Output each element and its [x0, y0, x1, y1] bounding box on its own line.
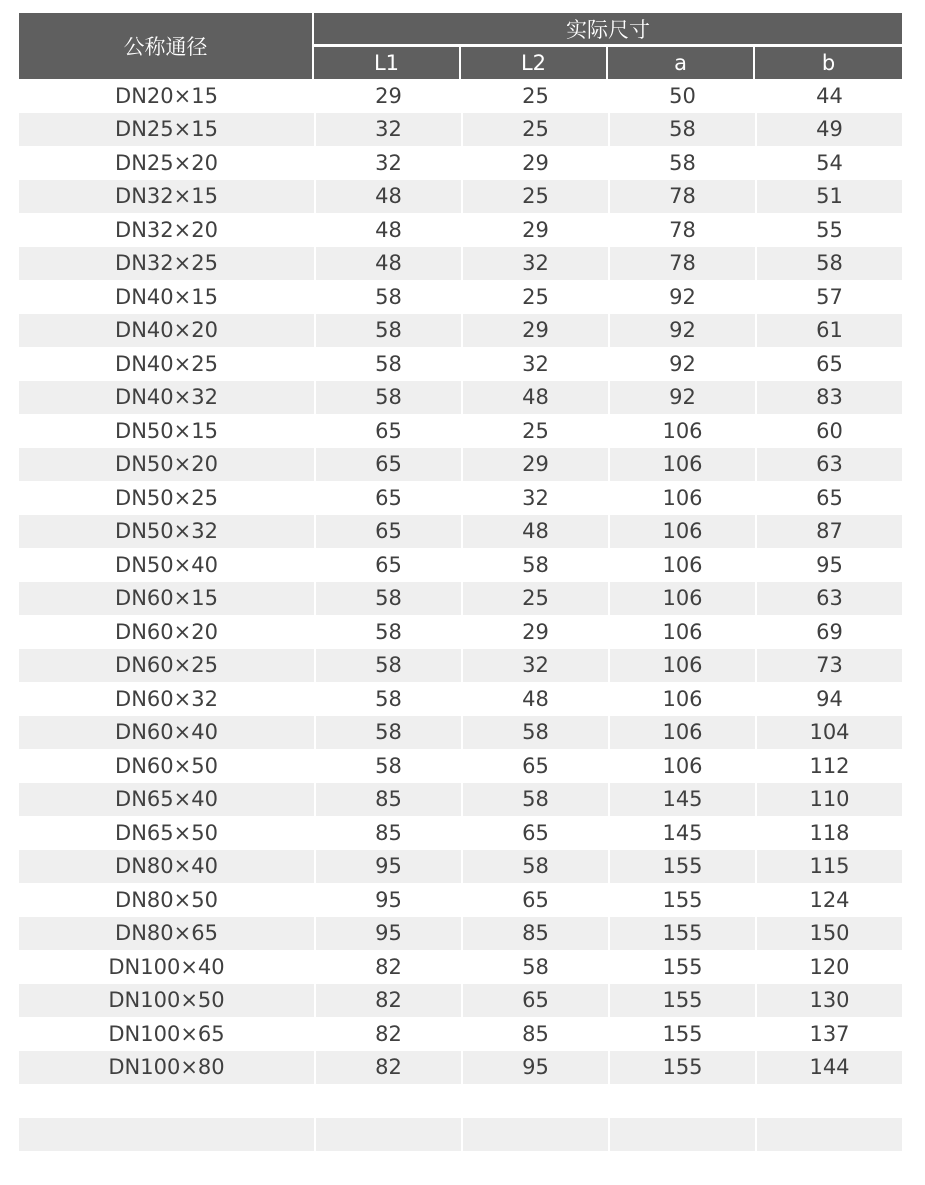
table-row [19, 247, 902, 281]
cell-l1: 58 [314, 749, 461, 783]
cell-l2: 25 [461, 79, 608, 113]
cell-b: 94 [755, 682, 902, 716]
header-actual-size: 实际尺寸 [314, 13, 902, 44]
cell-l2: 29 [461, 213, 608, 247]
cell-l2: 65 [461, 749, 608, 783]
cell-nominal-size: DN50×15 [115, 418, 218, 443]
table-row [19, 682, 902, 716]
cell-l2: 29 [461, 448, 608, 482]
cell-l1: 95 [314, 883, 461, 917]
cell-b: 83 [755, 381, 902, 415]
header-col-l2: L2 [461, 47, 606, 79]
cell-l2: 29 [461, 146, 608, 180]
cell-a: 155 [608, 850, 755, 884]
cell-b: 55 [755, 213, 902, 247]
cell-nominal-size: DN100×65 [108, 1021, 225, 1046]
cell-a: 106 [608, 448, 755, 482]
cell-l2: 85 [461, 1017, 608, 1051]
cell-b [755, 1151, 902, 1185]
cell-nominal-size: DN65×40 [115, 787, 218, 812]
cell-l1: 65 [314, 448, 461, 482]
cell-l2: 58 [461, 548, 608, 582]
cell-a: 155 [608, 984, 755, 1018]
cell-b: 57 [755, 280, 902, 314]
cell-l2: 65 [461, 984, 608, 1018]
cell-l1: 48 [314, 213, 461, 247]
cell-l1: 82 [314, 950, 461, 984]
cell-l2: 58 [461, 950, 608, 984]
table-row [19, 917, 902, 951]
cell-b: 130 [755, 984, 902, 1018]
table-row [19, 984, 902, 1018]
cell-l1: 58 [314, 615, 461, 649]
cell-nominal-size: DN25×20 [115, 150, 218, 175]
table-row [19, 716, 902, 750]
cell-l1 [314, 1151, 461, 1185]
cell-b: 63 [755, 582, 902, 616]
table-row [19, 816, 902, 850]
cell-nominal-size: DN40×32 [115, 385, 218, 410]
cell-l1: 85 [314, 783, 461, 817]
cell-a: 78 [608, 213, 755, 247]
cell-a: 155 [608, 1017, 755, 1051]
cell-l2: 48 [461, 682, 608, 716]
cell-a: 78 [608, 247, 755, 281]
header-col-b: b [755, 47, 902, 79]
cell-b: 115 [755, 850, 902, 884]
table-row [19, 213, 902, 247]
cell-b: 69 [755, 615, 902, 649]
table-row [19, 883, 902, 917]
cell-b: 73 [755, 649, 902, 683]
table-row [19, 146, 902, 180]
table-row [19, 414, 902, 448]
table-row [19, 749, 902, 783]
cell-a: 106 [608, 481, 755, 515]
cell-nominal-size: DN60×40 [115, 720, 218, 745]
cell-l2: 85 [461, 917, 608, 951]
cell-l2: 65 [461, 816, 608, 850]
cell-b: 49 [755, 113, 902, 147]
table-row [19, 347, 902, 381]
cell-a: 155 [608, 950, 755, 984]
cell-l1: 95 [314, 917, 461, 951]
table-row [19, 280, 902, 314]
cell-l1: 82 [314, 1017, 461, 1051]
cell-nominal-size: DN80×65 [115, 921, 218, 946]
cell-nominal-size: DN25×15 [115, 117, 218, 142]
table-row [19, 582, 902, 616]
cell-a: 58 [608, 146, 755, 180]
table-row [19, 1017, 902, 1051]
cell-nominal-size: DN50×20 [115, 452, 218, 477]
cell-b: 51 [755, 180, 902, 214]
table-row [19, 448, 902, 482]
cell-l1: 95 [314, 850, 461, 884]
cell-a [608, 1151, 755, 1185]
dimension-table [19, 13, 902, 1185]
cell-b: 95 [755, 548, 902, 582]
cell-b [755, 1084, 902, 1118]
cell-a: 106 [608, 716, 755, 750]
cell-b: 120 [755, 950, 902, 984]
cell-nominal-size: DN60×20 [115, 619, 218, 644]
cell-b: 54 [755, 146, 902, 180]
table-row [19, 515, 902, 549]
empty-row [19, 1118, 902, 1152]
cell-nominal-size: DN20×15 [115, 83, 218, 108]
table-row [19, 950, 902, 984]
cell-a: 106 [608, 582, 755, 616]
table-row [19, 1051, 902, 1085]
cell-l1: 29 [314, 79, 461, 113]
cell-l2: 58 [461, 850, 608, 884]
cell-l1 [314, 1118, 461, 1152]
cell-nominal-size: DN100×50 [108, 988, 225, 1013]
cell-nominal-size: DN60×25 [115, 653, 218, 678]
cell-l1: 48 [314, 180, 461, 214]
cell-nominal-size: DN100×80 [108, 1055, 225, 1080]
cell-a: 78 [608, 180, 755, 214]
cell-nominal-size: DN60×50 [115, 753, 218, 778]
cell-l2 [461, 1151, 608, 1185]
cell-l2: 48 [461, 381, 608, 415]
table-row [19, 314, 902, 348]
cell-l2: 95 [461, 1051, 608, 1085]
cell-nominal-size: DN60×15 [115, 586, 218, 611]
table-row [19, 649, 902, 683]
cell-b: 118 [755, 816, 902, 850]
cell-l2 [461, 1084, 608, 1118]
cell-l2: 29 [461, 314, 608, 348]
cell-b: 65 [755, 481, 902, 515]
empty-row [19, 1151, 902, 1185]
cell-l1: 58 [314, 280, 461, 314]
cell-l1: 85 [314, 816, 461, 850]
cell-l2: 65 [461, 883, 608, 917]
table-row [19, 381, 902, 415]
cell-a: 92 [608, 280, 755, 314]
cell-a: 50 [608, 79, 755, 113]
table-row [19, 615, 902, 649]
table-header [19, 13, 902, 79]
cell-nominal-size: DN40×15 [115, 284, 218, 309]
cell-l2: 58 [461, 783, 608, 817]
cell-a: 92 [608, 347, 755, 381]
cell-l2 [461, 1118, 608, 1152]
cell-l1: 58 [314, 716, 461, 750]
cell-l2: 29 [461, 615, 608, 649]
cell-nominal-size: DN32×15 [115, 184, 218, 209]
cell-nominal-size: DN32×25 [115, 251, 218, 276]
table-row [19, 481, 902, 515]
cell-l2: 32 [461, 481, 608, 515]
cell-l1: 65 [314, 548, 461, 582]
table-row [19, 180, 902, 214]
cell-a [608, 1084, 755, 1118]
cell-l2: 48 [461, 515, 608, 549]
cell-l1: 58 [314, 682, 461, 716]
cell-a: 155 [608, 1051, 755, 1085]
table-row [19, 850, 902, 884]
cell-a: 145 [608, 783, 755, 817]
cell-l1 [314, 1084, 461, 1118]
cell-b: 44 [755, 79, 902, 113]
cell-l1: 82 [314, 1051, 461, 1085]
cell-l2: 32 [461, 649, 608, 683]
cell-nominal-size: DN65×50 [115, 820, 218, 845]
cell-l2: 25 [461, 280, 608, 314]
cell-nominal-size: DN40×20 [115, 318, 218, 343]
cell-l1: 82 [314, 984, 461, 1018]
cell-l1: 58 [314, 314, 461, 348]
cell-l2: 25 [461, 113, 608, 147]
cell-a: 106 [608, 414, 755, 448]
cell-a: 106 [608, 615, 755, 649]
header-col-a: a [608, 47, 753, 79]
cell-nominal-size: DN100×40 [108, 954, 225, 979]
cell-a: 92 [608, 314, 755, 348]
cell-a: 145 [608, 816, 755, 850]
cell-l2: 25 [461, 582, 608, 616]
cell-b: 61 [755, 314, 902, 348]
cell-a [608, 1118, 755, 1152]
cell-b: 150 [755, 917, 902, 951]
cell-nominal-size [19, 1151, 314, 1185]
cell-l2: 58 [461, 716, 608, 750]
cell-b: 58 [755, 247, 902, 281]
cell-l1: 58 [314, 347, 461, 381]
cell-l1: 58 [314, 381, 461, 415]
cell-b: 110 [755, 783, 902, 817]
table-row [19, 783, 902, 817]
cell-a: 106 [608, 548, 755, 582]
cell-l1: 58 [314, 582, 461, 616]
cell-nominal-size: DN50×40 [115, 552, 218, 577]
cell-b: 63 [755, 448, 902, 482]
cell-b: 124 [755, 883, 902, 917]
cell-a: 106 [608, 749, 755, 783]
cell-l2: 32 [461, 247, 608, 281]
cell-a: 155 [608, 917, 755, 951]
cell-l1: 65 [314, 515, 461, 549]
cell-l1: 65 [314, 414, 461, 448]
cell-l1: 32 [314, 146, 461, 180]
cell-b: 144 [755, 1051, 902, 1085]
cell-a: 106 [608, 649, 755, 683]
cell-nominal-size: DN40×25 [115, 351, 218, 376]
cell-nominal-size: DN50×25 [115, 485, 218, 510]
cell-a: 106 [608, 682, 755, 716]
cell-nominal-size [19, 1118, 314, 1152]
table-row [19, 79, 902, 113]
table-row [19, 548, 902, 582]
table-body [19, 79, 902, 1185]
cell-b: 60 [755, 414, 902, 448]
cell-b: 104 [755, 716, 902, 750]
cell-a: 58 [608, 113, 755, 147]
cell-l2: 25 [461, 180, 608, 214]
cell-l1: 32 [314, 113, 461, 147]
cell-b: 65 [755, 347, 902, 381]
cell-l1: 58 [314, 649, 461, 683]
cell-nominal-size: DN50×32 [115, 519, 218, 544]
cell-nominal-size: DN60×32 [115, 686, 218, 711]
cell-nominal-size: DN80×50 [115, 887, 218, 912]
cell-a: 106 [608, 515, 755, 549]
header-col-l1: L1 [314, 47, 459, 79]
cell-l1: 48 [314, 247, 461, 281]
cell-nominal-size: DN80×40 [115, 854, 218, 879]
cell-b: 87 [755, 515, 902, 549]
cell-l2: 32 [461, 347, 608, 381]
cell-nominal-size: DN32×20 [115, 217, 218, 242]
cell-b: 112 [755, 749, 902, 783]
table-row [19, 113, 902, 147]
cell-l1: 65 [314, 481, 461, 515]
cell-a: 155 [608, 883, 755, 917]
cell-b: 137 [755, 1017, 902, 1051]
cell-b [755, 1118, 902, 1152]
cell-a: 92 [608, 381, 755, 415]
header-nominal-size: 公称通径 [19, 13, 312, 79]
cell-nominal-size [19, 1084, 314, 1118]
empty-row [19, 1084, 902, 1118]
cell-l2: 25 [461, 414, 608, 448]
